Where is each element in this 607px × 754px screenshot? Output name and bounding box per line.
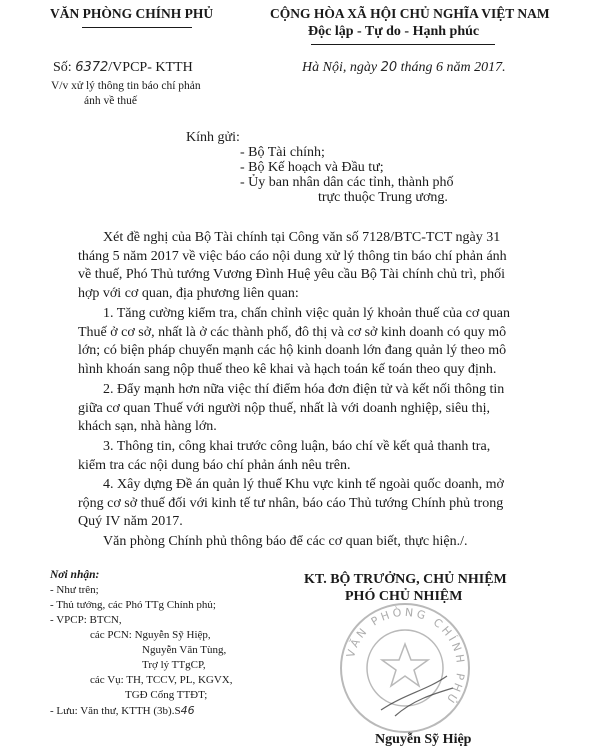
official-seal <box>335 598 475 738</box>
agency-underline <box>82 27 192 28</box>
country-name: CỘNG HÒA XÃ HỘI CHỦ NGHĨA VIỆT NAM <box>270 6 550 21</box>
recipient-provincial-committees: - Ủy ban nhân dân các tỉnh, thành phố <box>240 175 454 190</box>
paragraph-4 <box>78 476 574 532</box>
text-line: 3. Thông tin, công khai trước công luận, báo chí về kết quả thanh tra, <box>103 439 491 454</box>
text-line: 2. Đẩy mạnh hơn nữa việc thí điểm hóa đơn điện tử và kết nối thông tin <box>103 382 505 397</box>
number-handwritten: 6372 <box>75 60 109 75</box>
paragraph-2 <box>78 381 574 437</box>
motto-underline <box>311 44 495 45</box>
text-line: kiểm tra các nội dung báo chí phản ánh nêu trên. <box>78 457 351 473</box>
text-line: về thuế, Phó Thủ tướng Vương Đình Huệ yêu cầu Bộ Tài chính chủ trì, phối <box>78 267 505 282</box>
subject-line-1: V/v xử lý thông tin báo chí phản <box>51 80 201 92</box>
date-part-2: tháng 6 năm 2017. <box>400 60 506 75</box>
recipient-ministry-finance: - Bộ Tài chính; <box>240 145 325 160</box>
national-motto: Độc lập - Tự do - Hạnh phúc <box>308 24 480 39</box>
text-line: 4. Xây dựng Đề án quản lý thuế Khu vực kinh tế ngoài quốc doanh, mở <box>103 477 504 492</box>
text-line: Thuế ở cơ sở, nhất là ở các thành phố, đô thị và cơ sở kinh doanh có quy mô <box>78 324 507 340</box>
recipient-ministry-planning: - Bộ Kế hoạch và Đầu tư; <box>240 160 384 175</box>
seal-star-icon <box>382 644 428 686</box>
salutation-label: Kính gửi: <box>186 130 240 145</box>
number-suffix: /VPCP- KTTH <box>108 60 193 75</box>
text-line: lớn; có biện pháp chuyển mạnh các hộ kinh doanh lớn đang quản lý theo mô <box>78 343 507 358</box>
signature-title-2: PHÓ CHỦ NHIỆM <box>345 589 463 604</box>
intro-paragraph <box>78 229 574 303</box>
recipient-line: các Vụ: TH, TCCV, PL, KGVX, <box>90 674 233 686</box>
signer-name: Nguyễn Sỹ Hiệp <box>375 732 472 747</box>
date-part-1: Hà Nội, ngày <box>302 60 378 75</box>
issue-date <box>302 60 506 76</box>
document-number <box>53 60 193 76</box>
recipient-line: Nguyễn Văn Tùng, <box>142 644 227 656</box>
paragraph-3 <box>78 438 574 475</box>
recipient-line: - Như trên; <box>50 584 99 596</box>
recipient-line <box>50 703 233 719</box>
text-line: tháng 5 năm 2017 về việc báo cáo nội dung xử lý thông tin báo chí phản ánh <box>78 248 507 264</box>
archive-handwritten: 46 <box>180 704 195 717</box>
text-line: hợp với cơ quan, địa phương liên quan: <box>78 285 299 301</box>
recipients-list <box>50 583 233 719</box>
closing-paragraph <box>78 533 574 552</box>
paragraph-1 <box>78 305 574 379</box>
recipient-line: - VPCP: BTCN, <box>50 614 122 626</box>
recipients-title: Nơi nhận: <box>50 569 100 581</box>
recipient-line: Trợ lý TTgCP, <box>142 659 206 671</box>
text-line: Quý IV năm 2017. <box>78 514 183 529</box>
recipient-line: TGĐ Cổng TTĐT; <box>125 689 208 701</box>
archive-note: - Lưu: Văn thư, KTTH (3b).S <box>50 705 181 717</box>
date-day-handwritten: 20 <box>380 60 398 75</box>
agency-name: VĂN PHÒNG CHÍNH PHỦ <box>50 6 214 21</box>
signature-title-1: KT. BỘ TRƯỞNG, CHỦ NHIỆM <box>304 572 507 587</box>
recipient-line: các PCN: Nguyễn Sỹ Hiệp, <box>90 629 211 641</box>
text-line: Văn phòng Chính phủ thông báo để các cơ quan biết, thực hiện./. <box>103 534 468 549</box>
text-line: rộng cơ sở thuế đối với kinh tế tư nhân, báo cáo Thủ tướng Chính phủ trong <box>78 495 504 511</box>
subject-line-2: ánh về thuế <box>84 95 138 107</box>
recipient-provincial-committees-cont: trực thuộc Trung ương. <box>318 190 448 205</box>
text-line: hình khoán sang nộp thuế theo kê khai và hạch toán kế toán theo quy định. <box>78 361 497 377</box>
number-prefix: Số: <box>53 60 72 75</box>
recipient-line: - Thủ tướng, các Phó TTg Chính phủ; <box>50 599 216 611</box>
text-line: giữa cơ quan Thuế với người nộp thuế, nhất là với doanh nghiệp, siêu thị, <box>78 400 490 416</box>
text-line: 1. Tăng cường kiểm tra, chấn chỉnh việc quản lý khoản thuế của cơ quan <box>103 306 511 321</box>
text-line: Xét đề nghị của Bộ Tài chính tại Công văn số 7128/BTC-TCT ngày 31 <box>103 230 501 245</box>
seal-outer-ring <box>341 604 469 732</box>
text-line: khách sạn, nhà hàng lớn. <box>78 419 217 434</box>
seal-text: VĂN PHÒNG CHÍNH PHỦ <box>344 605 468 708</box>
